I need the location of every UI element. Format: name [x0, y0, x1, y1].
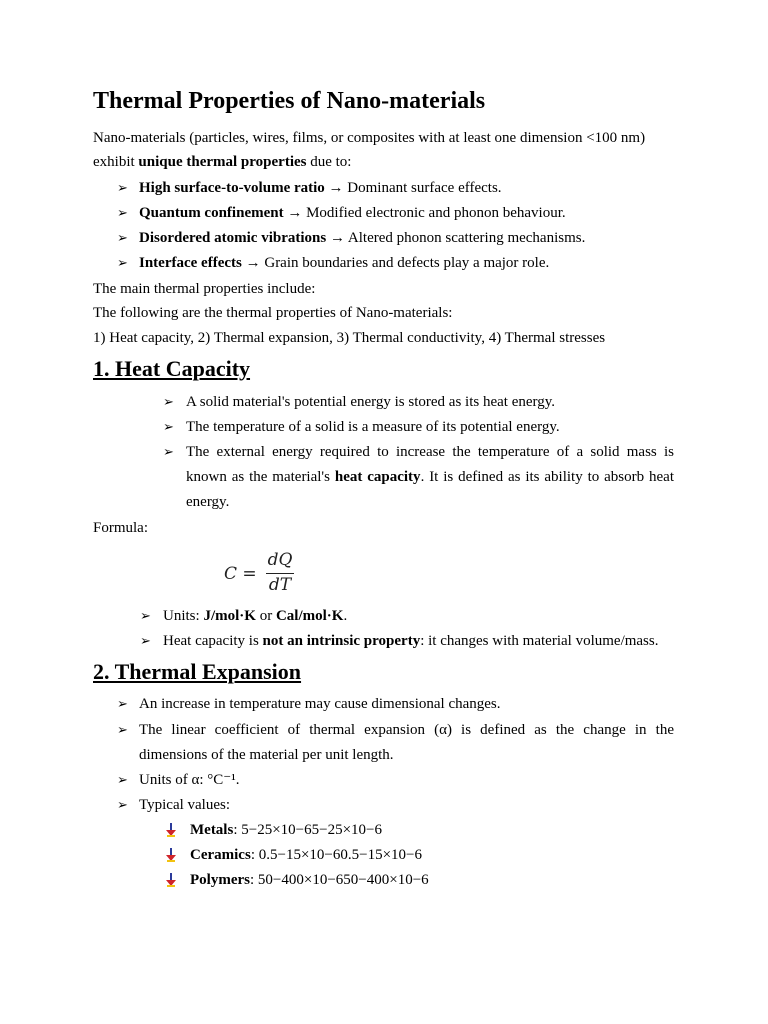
arrowhead-bullet-icon: ➢ [163, 444, 174, 459]
list-item-intrinsic [163, 631, 658, 651]
arrowhead-bullet-icon: ➢ [140, 633, 151, 648]
material-value: : 50−400×10−650−400×10−6 [249, 872, 429, 888]
formula-lhs: C = [224, 564, 257, 584]
list-item-bold: Interface effects [139, 255, 242, 271]
material-value: : 5−25×10−65−25×10−6 [233, 822, 383, 838]
right-arrow-icon: → [241, 255, 265, 271]
list-item-bold: not an intrinsic property [262, 633, 421, 649]
arrowhead-bullet-icon: ➢ [117, 230, 128, 245]
arrowhead-bullet-icon: ➢ [163, 419, 174, 434]
following-text: The following are the thermal properties of Nano-materials: [93, 305, 453, 321]
material-name: Polymers [190, 872, 250, 888]
list-item [139, 228, 585, 248]
list-item-bold: Disordered atomic vibrations [139, 230, 327, 246]
list-item-bold: heat capacity [334, 469, 421, 485]
properties-list-text: 1) Heat capacity, 2) Thermal expansion, 3) Thermal conductivity, 4) Thermal stresses [93, 330, 606, 346]
formula-numerator: dQ [267, 550, 293, 570]
fraction-bar [266, 573, 294, 574]
formula-denominator: dT [268, 575, 292, 595]
colored-arrow-down-icon [165, 823, 177, 837]
heat-capacity-formula [224, 550, 304, 598]
material-name: Ceramics [190, 847, 251, 863]
unit-bold: Cal/mol·K [275, 608, 344, 624]
intro-text: due to: [306, 154, 352, 170]
list-item-continued: energy. [186, 494, 230, 510]
material-name: Metals [190, 822, 234, 838]
arrowhead-bullet-icon: ➢ [117, 205, 128, 220]
list-item [139, 253, 549, 273]
list-item-bold: High surface-to-volume ratio [139, 180, 325, 196]
list-item-text: Modified electronic and phonon behaviour. [306, 205, 566, 221]
formula-label: Formula: [93, 520, 148, 536]
right-arrow-icon: → [326, 230, 348, 246]
section-heading-heat-capacity: 1. Heat Capacity [93, 356, 251, 381]
list-item-text: or [255, 608, 276, 624]
value-item-polymers [190, 870, 429, 890]
list-item-continued: dimensions of the material per unit length. [139, 747, 394, 763]
colored-arrow-down-icon [165, 848, 177, 862]
arrowhead-bullet-icon: ➢ [117, 772, 128, 787]
value-item-metals [190, 820, 382, 840]
list-item-text: Units: [163, 608, 204, 624]
list-item: The external energy required to increase the temperature of a solid mass is [186, 444, 674, 460]
arrowhead-bullet-icon: ➢ [140, 608, 151, 623]
arrowhead-bullet-icon: ➢ [117, 255, 128, 270]
list-item: The linear coefficient of thermal expansion (α) is defined as the change in the [139, 722, 674, 738]
list-item: Units of α: °C⁻¹. [139, 772, 240, 788]
list-item-units [163, 606, 347, 626]
intro-line-1: Nano-materials (particles, wires, films, or composites with at least one dimension <100 nm) [93, 130, 646, 146]
material-value: : 0.5−15×10−60.5−15×10−6 [250, 847, 422, 863]
page-title: Thermal Properties of Nano-materials [93, 88, 486, 114]
list-item [139, 178, 502, 198]
arrowhead-bullet-icon: ➢ [117, 797, 128, 812]
list-item-text: . [343, 608, 348, 624]
colored-arrow-down-icon [165, 873, 177, 887]
list-item: Typical values: [139, 797, 231, 813]
value-item-ceramics [190, 845, 422, 865]
intro-line-2 [93, 152, 351, 172]
list-item-text: Grain boundaries and defects play a major role. [264, 255, 550, 271]
main-props-text: The main thermal properties include: [93, 281, 316, 297]
intro-text: exhibit [93, 154, 139, 170]
list-item: An increase in temperature may cause dimensional changes. [139, 696, 501, 712]
right-arrow-icon: → [283, 205, 307, 221]
list-item: A solid material's potential energy is stored as its heat energy. [186, 394, 556, 410]
right-arrow-icon: → [324, 180, 348, 196]
arrowhead-bullet-icon: ➢ [117, 180, 128, 195]
list-item-continued [186, 467, 674, 487]
list-item: The temperature of a solid is a measure of its potential energy. [186, 419, 560, 435]
list-item-text: known as the material's [186, 469, 335, 485]
list-item-text: Altered phonon scattering mechanisms. [347, 230, 586, 246]
list-item [139, 203, 566, 223]
list-item-text: Dominant surface effects. [347, 180, 502, 196]
section-heading-thermal-expansion: 2. Thermal Expansion [93, 659, 302, 684]
list-item-text: Heat capacity is [163, 633, 263, 649]
arrowhead-bullet-icon: ➢ [117, 696, 128, 711]
list-item-bold: Quantum confinement [139, 205, 284, 221]
intro-bold: unique thermal properties [138, 154, 307, 170]
arrowhead-bullet-icon: ➢ [117, 722, 128, 737]
list-item-text: . It is defined as its ability to absorb heat [420, 469, 674, 485]
list-item-text: : it changes with material volume/mass. [420, 633, 659, 649]
unit-bold: J/mol·K [203, 608, 256, 624]
arrowhead-bullet-icon: ➢ [163, 394, 174, 409]
